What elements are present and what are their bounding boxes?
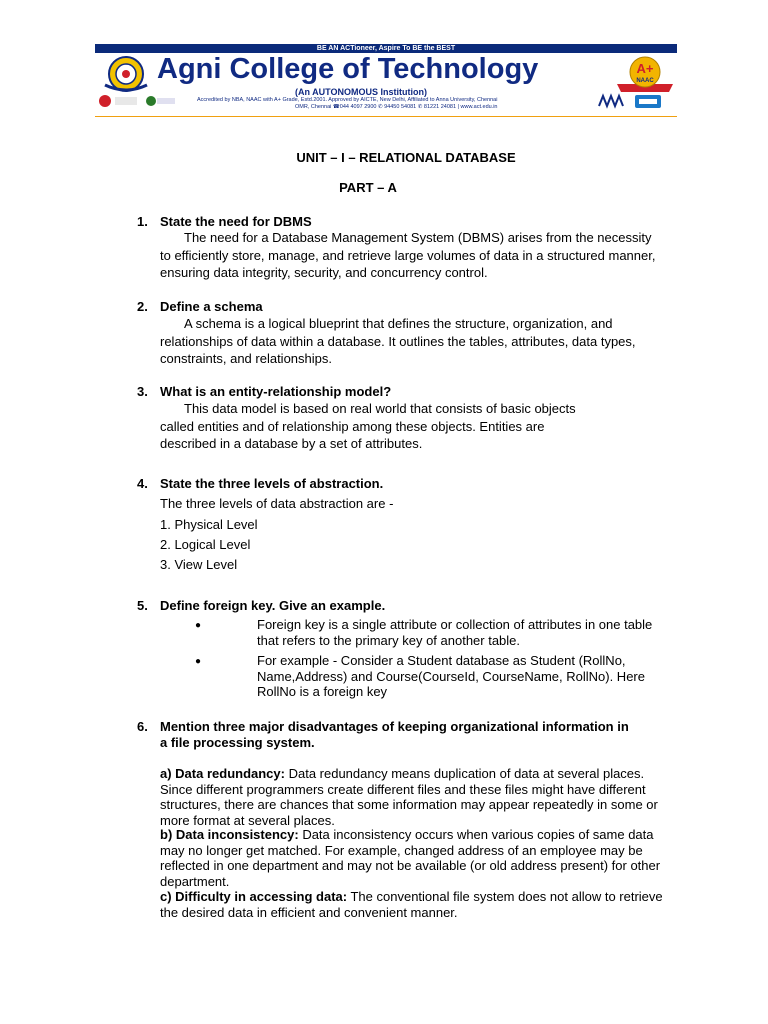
question-title: Define a schema — [160, 299, 263, 314]
point-label: a) Data redundancy: — [160, 766, 285, 781]
answer-intro: The three levels of data abstraction are - — [160, 496, 394, 511]
bullet-icon: ● — [195, 620, 202, 631]
disadvantage-point — [160, 889, 665, 920]
bullet-text: Foreign key is a single attribute or collection of attributes in one table that refers to the primary key of another table. — [257, 617, 653, 648]
contact-address: OMR, Chennai ☎044 4097 2900 ✆ 94450 54081 ✆ 81221 24081 | www.act.edu.in — [295, 104, 498, 110]
question-title: State the three levels of abstraction. — [160, 476, 384, 491]
disadvantage-point — [160, 827, 670, 889]
header-divider — [95, 116, 677, 117]
answer-text: A schema is a logical blueprint that defines the structure, organization, and relationships of data within a database. It outlines the tables, attributes, data types, constraints, and relationships. — [160, 316, 636, 366]
naac-grade: A+ — [636, 61, 654, 76]
bullet-icon: ● — [195, 656, 202, 667]
point-text: The conventional file system does not allow to retrieve the desired data in efficient and convenient manner. — [160, 889, 663, 920]
disadvantage-point — [160, 766, 665, 828]
college-header — [95, 44, 677, 116]
autonomous-label: (An AUTONOMOUS Institution) — [295, 87, 427, 97]
question-number: 4. — [137, 476, 148, 491]
list-item: 3. View Level — [160, 557, 238, 572]
naac-badge-icon — [615, 54, 675, 94]
tagline-bar: BE AN ACTioneer, Aspire To BE the BEST — [95, 44, 677, 53]
accreditation-text: Accredited by NBA, NAAC with A+ Grade, Estd.2001. Approved by AICTE, New Delhi, Affiliated to Anna University, Chennai — [197, 97, 498, 103]
question-number: 5. — [137, 598, 148, 613]
institution-partner-logos-icon — [97, 94, 177, 108]
college-emblem-icon — [99, 55, 153, 93]
list-item: 1. Physical Level — [160, 517, 258, 532]
college-name: Agni College of Technology — [157, 53, 539, 85]
question-title-line-1: Mention three major disadvantages of keeping organizational information in — [160, 719, 629, 734]
part-heading: PART – A — [339, 180, 397, 195]
list-item: 2. Logical Level — [160, 537, 251, 552]
answer-text: The need for a Database Management System (DBMS) arises from the necessity to efficiently store, manage, and retrieve large volumes of data in a structured manner, ensuring data integrity, security, and concurrency control. — [160, 230, 656, 280]
nirf-nba-logos-icon — [595, 92, 665, 110]
question-number: 3. — [137, 384, 148, 399]
question-number: 6. — [137, 719, 148, 734]
question-number: 2. — [137, 299, 148, 314]
point-label: c) Difficulty in accessing data: — [160, 889, 348, 904]
question-title: Define foreign key. Give an example. — [160, 598, 386, 613]
answer-text: This data model is based on real world that consists of basic objects called entities and of relationship among these objects. Entities are described in a database by a set of attributes. — [160, 401, 576, 451]
point-label: b) Data inconsistency: — [160, 827, 299, 842]
point-text: Data redundancy means duplication of data at several places. Since different programmers create different files and these files might have different structures, there are chances that some information may appear repeatedly in some or more format at several places. — [160, 766, 658, 828]
naac-label: NAAC — [636, 78, 654, 84]
question-title: State the need for DBMS — [160, 214, 312, 229]
question-title-line-2: a file processing system. — [160, 735, 315, 750]
bullet-text: For example - Consider a Student database as Student (RollNo, Name,Address) and Course(CourseId, CourseName, RollNo). Here RollNo is a foreign key — [257, 653, 645, 699]
unit-title: UNIT – I – RELATIONAL DATABASE — [296, 150, 516, 165]
question-title: What is an entity-relationship model? — [160, 384, 392, 399]
point-text: Data inconsistency occurs when various copies of same data may no longer get matched. For example, changed address of an employee may be reflected in one department and may not be available (or old address present) for other department. — [160, 827, 661, 889]
question-number: 1. — [137, 214, 148, 229]
